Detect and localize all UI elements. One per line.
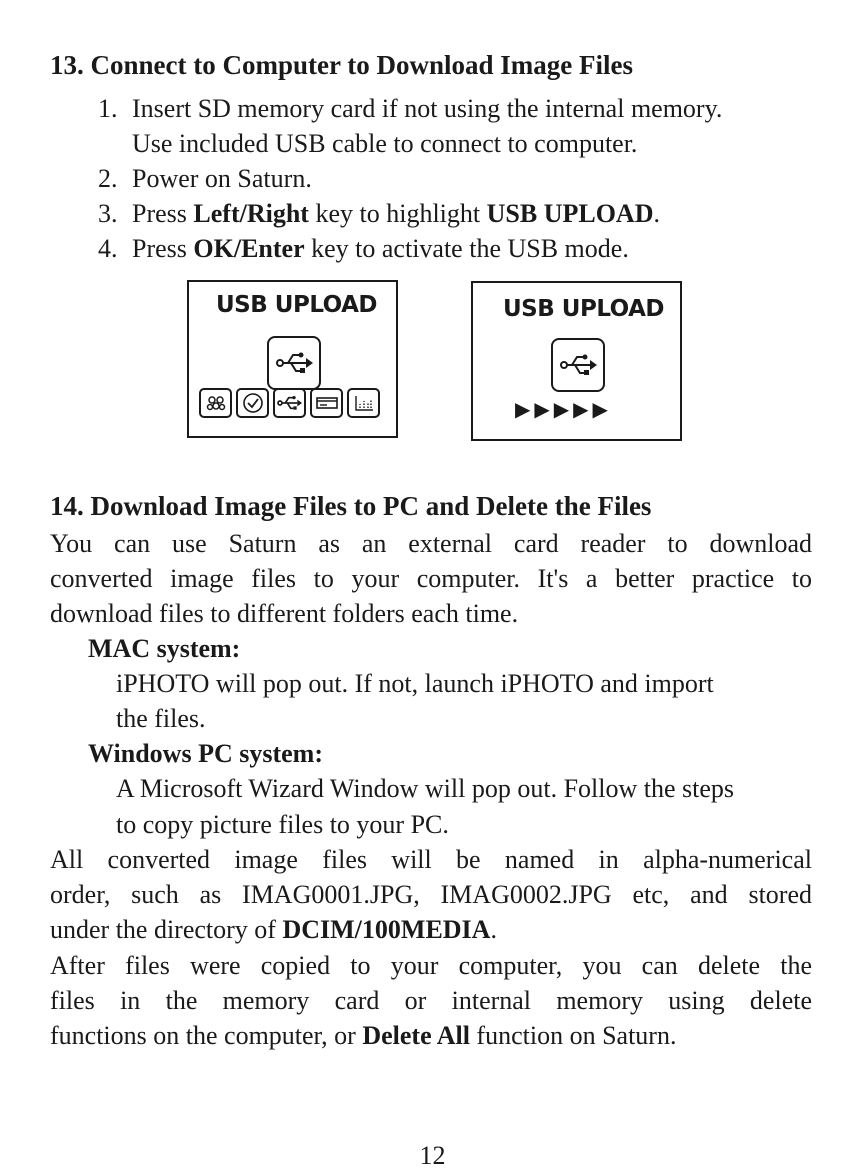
check-icon — [242, 392, 264, 414]
step-text: Press — [132, 234, 194, 263]
usb-icon — [276, 351, 314, 375]
mac-line-1: iPHOTO will pop out. If not, launch iPHOTO and import — [116, 669, 714, 698]
naming-text: . — [490, 915, 497, 944]
intro-line-2: converted image files to your computer. It's a better practice to — [50, 564, 812, 593]
step-1-continued: Use included USB cable to connect to computer. — [132, 129, 638, 158]
screen-title: USB UPLOAD — [503, 296, 664, 322]
usb-active-box — [551, 338, 605, 392]
delete-line-1: After files were copied to your computer, you can delete the — [50, 951, 812, 980]
key-name: Left/Right — [193, 199, 309, 228]
menu-item-group — [199, 388, 232, 418]
card-icon — [315, 395, 339, 411]
usb-upload-menu-screen — [187, 280, 398, 438]
step-number: 2. — [98, 164, 118, 193]
usb-icon — [277, 395, 303, 411]
windows-system-label: Windows PC system: — [88, 739, 323, 768]
delete-text: functions on the computer, or — [50, 1021, 363, 1050]
group-icon — [205, 394, 227, 412]
section-14-heading: 14. Download Image Files to PC and Delete the Files — [50, 491, 652, 521]
step-text: key to highlight — [308, 199, 487, 228]
delete-line-3 — [50, 1019, 676, 1053]
intro-line-3: download files to different folders each time. — [50, 599, 519, 628]
windows-line-2: to copy picture files to your PC. — [116, 810, 449, 839]
menu-target: USB UPLOAD — [486, 199, 654, 228]
function-name: Delete All — [362, 1021, 470, 1050]
step-2 — [98, 162, 312, 196]
menu-item-usb — [273, 388, 306, 418]
chart-icon — [353, 394, 375, 412]
mac-system-label: MAC system: — [88, 634, 241, 663]
key-name: OK/Enter — [193, 234, 305, 263]
windows-line-1: A Microsoft Wizard Window will pop out. Follow the steps — [116, 774, 735, 803]
delete-line-2: files in the memory card or internal memory using delete — [50, 986, 812, 1015]
step-number: 3. — [98, 199, 118, 228]
step-text: Insert SD memory card if not using the internal memory. — [132, 94, 723, 123]
naming-line-3 — [50, 913, 497, 947]
usb-icon — [560, 353, 598, 377]
step-text: . — [653, 199, 660, 228]
section-13-heading: 13. Connect to Computer to Download Image Files — [50, 50, 633, 80]
step-1 — [98, 92, 722, 126]
naming-line-1: All converted image files will be named in alpha-numerical — [50, 845, 812, 874]
progress-arrows: ▶▶▶▶▶ — [515, 397, 612, 421]
page-number: 12 — [419, 1141, 446, 1170]
delete-text: function on Saturn. — [469, 1021, 677, 1050]
menu-item-check — [236, 388, 269, 418]
step-number: 1. — [98, 94, 118, 123]
menu-icon-row — [199, 388, 380, 418]
step-4 — [98, 232, 629, 266]
menu-item-chart — [347, 388, 380, 418]
step-3 — [98, 197, 660, 231]
directory-name: DCIM/100MEDIA — [282, 915, 491, 944]
step-text: key to activate the USB mode. — [304, 234, 629, 263]
menu-item-card — [310, 388, 343, 418]
usb-upload-active-screen — [471, 281, 682, 441]
mac-line-2: the files. — [116, 704, 206, 733]
step-text: Press — [132, 199, 194, 228]
naming-line-2: order, such as IMAG0001.JPG, IMAG0002.JPG etc, and stored — [50, 880, 812, 909]
step-text: Power on Saturn. — [132, 164, 312, 193]
intro-line-1: You can use Saturn as an external card reader to download — [50, 529, 812, 558]
step-number: 4. — [98, 234, 118, 263]
screen-title: USB UPLOAD — [216, 292, 377, 318]
naming-text: under the directory of — [50, 915, 283, 944]
usb-selected-box — [267, 336, 321, 390]
